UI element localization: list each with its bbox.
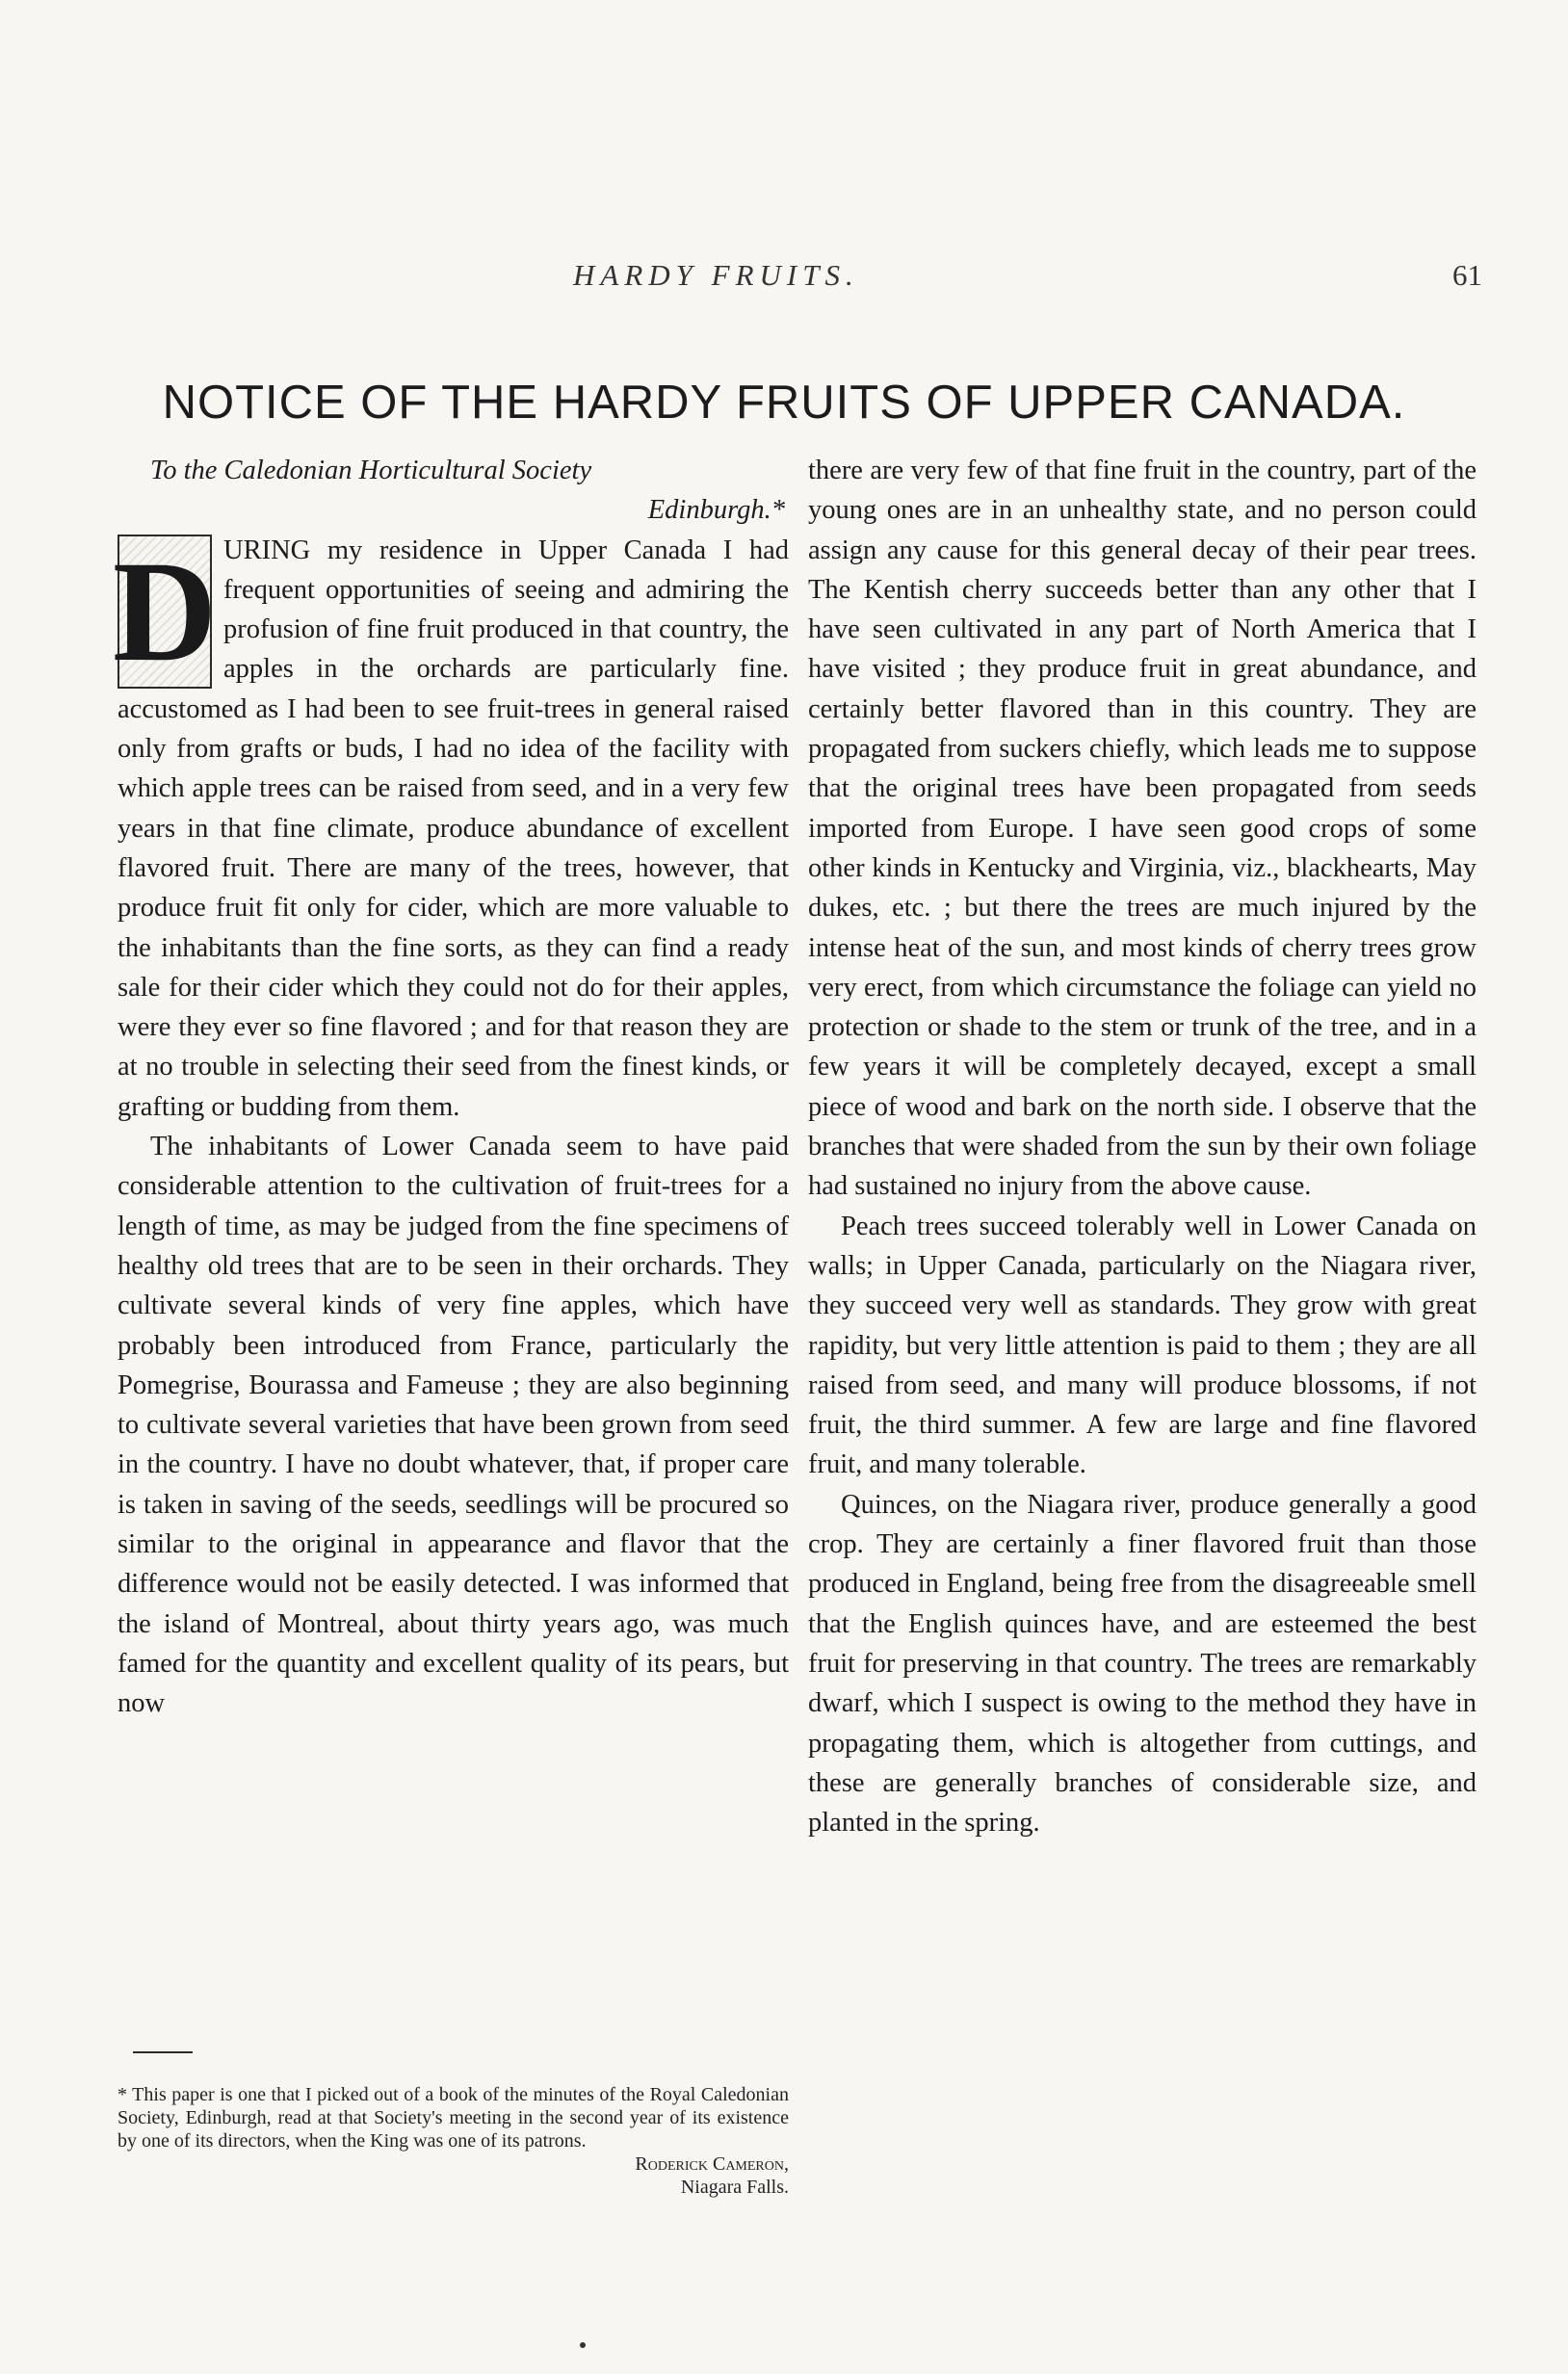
- page-number: 61: [1452, 258, 1482, 292]
- printer-dot: [580, 2342, 586, 2348]
- running-head: [0, 258, 1568, 297]
- paragraph-3: there are very few of that fine fruit in the country, part of the young ones are in an unhealthy state, and no person could assign any cause for this general decay of their pear trees. The Kentish cherry succeeds better than any other that I have seen cultivated in any part of North America that I have visited ; they produce fruit in great abundance, and certainly better flavored than in this country. They are propagated from suckers chiefly, which leads me to suppose that the original trees have been propagated from seeds imported from Europe. I have seen good crops of some other kinds in Kentucky and Virginia, viz., blackhearts, May dukes, etc. ; but there the trees are much injured by the intense heat of the sun, and most kinds of cherry trees grow very erect, from which circumstance the foliage can yield no protection or shade to the stem or trunk of the tree, and in a few years it will be completely decayed, except a small piece of wood and bark on the north side. I observe that the branches that were shaded from the sun by their own foliage had sustained no injury from the above cause.: [808, 456, 1477, 1202]
- paragraph-5: Quinces, on the Niagara river, produce generally a good crop. They are certainly a finer flavored fruit than those produced in England, being free from the disagreeable smell that the English quinces have, and are esteemed the best fruit for preserving in that country. The trees are remarkably dwarf, which I suspect is owing to the method they have in propagating them, which is altogether from cuttings, and these are generally branches of considerable size, and planted in the spring.: [808, 1489, 1477, 1839]
- footnote-place: Niagara Falls.: [680, 2177, 789, 2198]
- address-line-1: To the Caledonian Horticultural Society: [150, 456, 592, 485]
- address-line-2: Edinburgh.*: [647, 495, 785, 526]
- dropcap-ornament: [112, 531, 218, 691]
- running-head-title: HARDY FRUITS.: [573, 258, 859, 292]
- article-title: NOTICE OF THE HARDY FRUITS OF UPPER CANADA.: [162, 377, 1406, 429]
- right-column: [808, 451, 1477, 1842]
- dropcap-letter: D: [112, 531, 218, 691]
- paragraph-4: Peach trees succeed tolerably well in Lower Canada on walls; in Upper Canada, particularly on the Niagara river, they succeed very well as standards. They grow with great rapidity, but very little attention is paid to them ; they are all raised from seed, and many will produce blossoms, if not fruit, the third summer. A few are large and fine flavored fruit, and many tolerable.: [808, 1211, 1477, 1480]
- footnote: [118, 2083, 789, 2199]
- paragraph-1: URING my residence in Upper Canada I had frequent opportunities of seeing and admiring the profusion of fine fruit produced in that country, the apples in the orchards are particularly fine. accustomed as I had been to see fruit-trees in general raised only from grafts or buds, I had no idea of the facility with which apple trees can be raised from seed, and in a very few years in that fine climate, produce abundance of excellent flavored fruit. There are many of the trees, however, that produce fruit fit only for cider, which are more valuable to the inhabitants than the fine sorts, as they can find a ready sale for their cider which they could not do for their apples, were they ever so fine flavored ; and for that reason they are at no trouble in selecting their seed from the finest kinds, or grafting or budding from them.: [118, 535, 789, 1122]
- paragraph-2: The inhabitants of Lower Canada seem to have paid considerable attention to the cultivation of fruit-trees for a length of time, as may be judged from the fine specimens of healthy old trees that are to be seen in their orchards. They cultivate several kinds of very fine apples, which have probably been introduced from France, particularly the Pomegrise, Bourassa and Fameuse ; they are also beginning to cultivate several varieties that have been grown from seed in the country. I have no doubt whatever, that, if proper care is taken in saving of the seeds, seedlings will be procured so similar to the original in appearance and flavor that the difference would not be easily detected. I was informed that the island of Montreal, about thirty years ago, was much famed for the quantity and excellent quality of its pears, but now: [118, 1132, 789, 1719]
- footnote-text: * This paper is one that I picked out of a book of the minutes of the Royal Caledonian Society, Edinburgh, read at that Society's meeting in the second year of its existence by one of its directors, when the King was one of its patrons.: [118, 2084, 789, 2152]
- footnote-signature: Roderick Cameron,: [635, 2153, 789, 2175]
- left-column: [112, 451, 789, 1724]
- footnote-rule: [133, 2051, 193, 2053]
